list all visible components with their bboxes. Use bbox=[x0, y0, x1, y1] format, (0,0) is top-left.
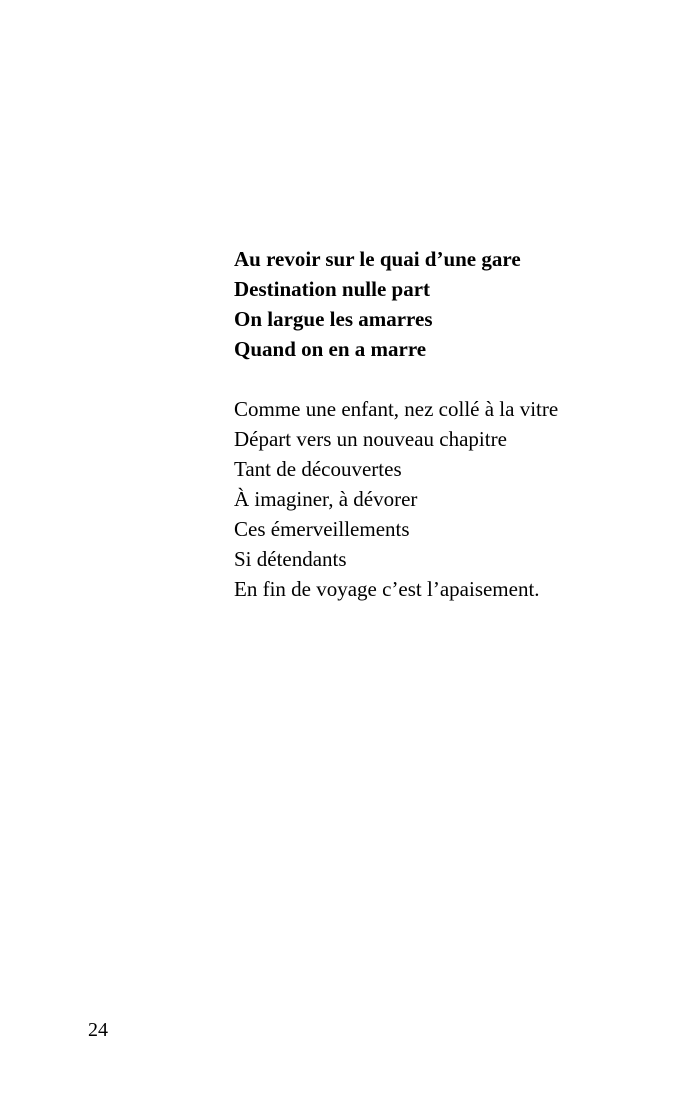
poem-line: Départ vers un nouveau chapitre bbox=[234, 427, 507, 451]
poem-stanza-bold bbox=[234, 244, 521, 364]
poem-line: Ces émerveillements bbox=[234, 517, 410, 541]
poem-line: Destination nulle part bbox=[234, 277, 431, 301]
poem-line: Comme une enfant, nez collé à la vitre bbox=[234, 397, 559, 421]
poem-stanza-regular bbox=[234, 394, 558, 604]
poem-line: Si détendants bbox=[234, 547, 347, 571]
poem-line: Au revoir sur le quai d’une gare bbox=[234, 247, 521, 271]
poem-line: Tant de découvertes bbox=[234, 457, 402, 481]
page-number: 24 bbox=[88, 1019, 108, 1041]
poem-line: On largue les amarres bbox=[234, 307, 433, 331]
poem-line: Quand on en a marre bbox=[234, 337, 427, 361]
poem-line: En fin de voyage c’est l’apaisement. bbox=[234, 577, 540, 601]
poem-line: À imaginer, à dévorer bbox=[234, 487, 418, 511]
